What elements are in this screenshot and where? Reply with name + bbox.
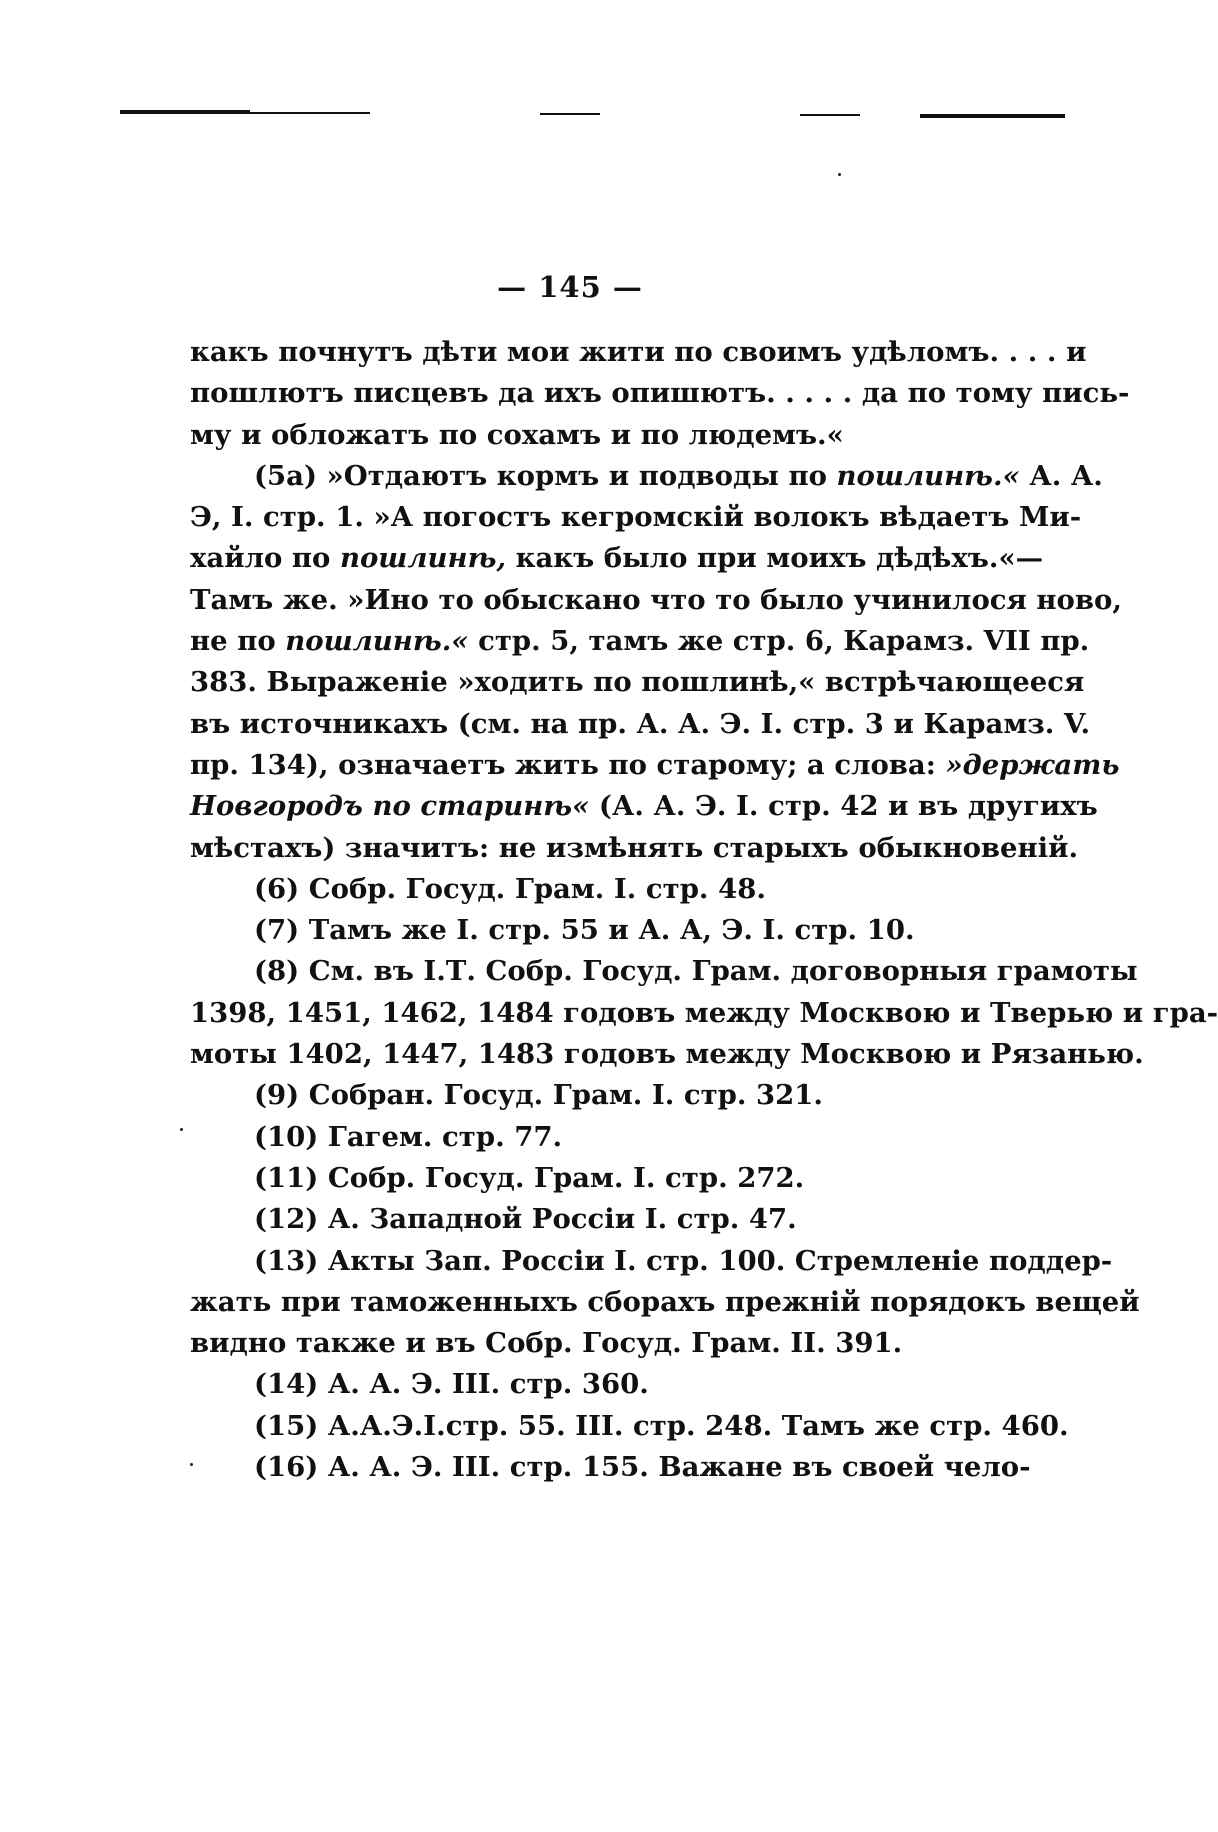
text-segment: (14) А. А. Э. III. стр. 360.	[254, 1368, 649, 1401]
text-segment: (11) Собр. Госуд. Грам. I. стр. 272.	[254, 1161, 805, 1194]
italic-text-segment: пошлинѣ.«	[285, 625, 469, 658]
text-line	[190, 497, 1082, 538]
text-line	[190, 1282, 1140, 1323]
text-segment: какъ было при моихъ дѣдѣхъ.«—	[506, 542, 1044, 575]
text-segment: въ источникахъ (см. на пр. А. А. Э. I. стр. 3 и Карамз. V.	[190, 707, 1091, 740]
text-segment: пошлютъ писцевъ да ихъ опишютъ. . . . . да по тому пись-	[190, 377, 1130, 410]
text-line	[190, 580, 1122, 621]
text-line	[190, 869, 978, 910]
top-rule-left	[120, 110, 250, 114]
text-line	[190, 662, 1085, 703]
text-line	[190, 538, 1044, 579]
top-rule-fragment	[800, 114, 860, 116]
top-rule-right	[920, 114, 1065, 118]
text-segment: 383. Выраженіе »ходить по пошлинѣ,« встрѣчающееся	[190, 666, 1085, 699]
page-number: — 145 —	[497, 270, 643, 304]
text-segment: му и обложатъ по сохамъ и по людемъ.«	[190, 418, 844, 451]
text-line	[190, 1447, 1031, 1488]
text-segment: пр. 134), означаетъ жить по старому; а слова:	[190, 748, 946, 781]
text-segment: 1398, 1451, 1462, 1484 годовъ между Москвою и Тверью и гра-	[190, 996, 1218, 1029]
text-line	[190, 951, 1138, 992]
text-segment: стр. 5, тамъ же стр. 6, Карамз. VII пр.	[468, 625, 1090, 658]
text-line	[190, 704, 1091, 745]
text-line	[190, 415, 978, 456]
text-segment: видно также и въ Собр. Госуд. Грам. II. 391.	[190, 1327, 903, 1360]
text-line	[190, 1034, 1144, 1075]
text-line	[190, 1406, 1069, 1447]
text-segment: (13) Акты Зап. Россіи I. стр. 100. Стремленіе поддер-	[254, 1244, 1113, 1277]
text-line	[190, 993, 1218, 1034]
text-segment: (10) Гагем. стр. 77.	[254, 1120, 563, 1153]
text-line	[190, 456, 1103, 497]
text-line	[190, 1117, 978, 1158]
text-line	[190, 332, 1087, 373]
text-line	[190, 786, 1098, 827]
text-line	[190, 910, 978, 951]
italic-text-segment: пошлинѣ.«	[836, 459, 1020, 492]
text-segment: (9) Собран. Госуд. Грам. I. стр. 321.	[254, 1079, 824, 1112]
text-segment: (15) А.А.Э.I.стр. 55. III. стр. 248. Тамъ же стр. 460.	[254, 1409, 1069, 1442]
text-line	[190, 745, 1120, 786]
text-segment: Э, I. стр. 1. »А погостъ кегромскій волокъ вѣдаетъ Ми-	[190, 501, 1082, 534]
top-rule-fragment	[250, 112, 370, 114]
text-segment: какъ почнутъ дѣти мои жити по своимъ удѣломъ. . . . и	[190, 336, 1087, 368]
text-line	[190, 828, 1079, 869]
text-segment: (А. А. Э. I. стр. 42 и въ другихъ	[589, 790, 1098, 823]
text-line	[190, 1364, 978, 1405]
text-segment: хайло по	[190, 542, 340, 575]
scan-speck	[180, 1128, 183, 1131]
text-segment: не по	[190, 625, 286, 658]
text-segment: (16) А. А. Э. III. стр. 155. Важане въ своей чело-	[254, 1451, 1031, 1484]
text-segment: (6) Собр. Госуд. Грам. I. стр. 48.	[254, 872, 766, 905]
text-segment: (12) А. Западной Россіи I. стр. 47.	[254, 1203, 797, 1236]
top-rule-fragment	[540, 113, 600, 115]
scan-speck	[838, 173, 841, 176]
text-line	[190, 1241, 1113, 1282]
text-segment: (8) См. въ I.Т. Собр. Госуд. Грам. договорныя грамоты	[254, 955, 1138, 988]
text-segment: жать при таможенныхъ сборахъ прежній порядокъ вещей	[190, 1285, 1140, 1318]
text-line	[190, 1158, 978, 1199]
text-segment: мѣстахъ) значитъ: не измѣнять старыхъ обыкновеній.	[190, 831, 1079, 864]
text-segment: (7) Тамъ же I. стр. 55 и А. А, Э. I. стр. 10.	[254, 914, 915, 947]
text-segment: моты 1402, 1447, 1483 годовъ между Москвою и Рязанью.	[190, 1038, 1144, 1071]
italic-text-segment: пошлинѣ,	[339, 542, 507, 575]
text-segment: А. А.	[1019, 459, 1103, 492]
text-line	[190, 373, 1130, 414]
text-line	[190, 1075, 978, 1116]
footnotes-text	[190, 332, 1218, 1488]
italic-text-segment: »держать	[945, 748, 1120, 781]
text-line	[190, 1199, 978, 1240]
text-segment: Тамъ же. »Ино то обыскано что то было учинилося ново,	[190, 583, 1122, 616]
italic-text-segment: Новгородъ по старинѣ«	[190, 790, 590, 823]
text-line	[190, 1323, 978, 1364]
text-line	[190, 621, 1090, 662]
text-segment: (5а) »Отдаютъ кормъ и подводы по	[254, 459, 837, 492]
